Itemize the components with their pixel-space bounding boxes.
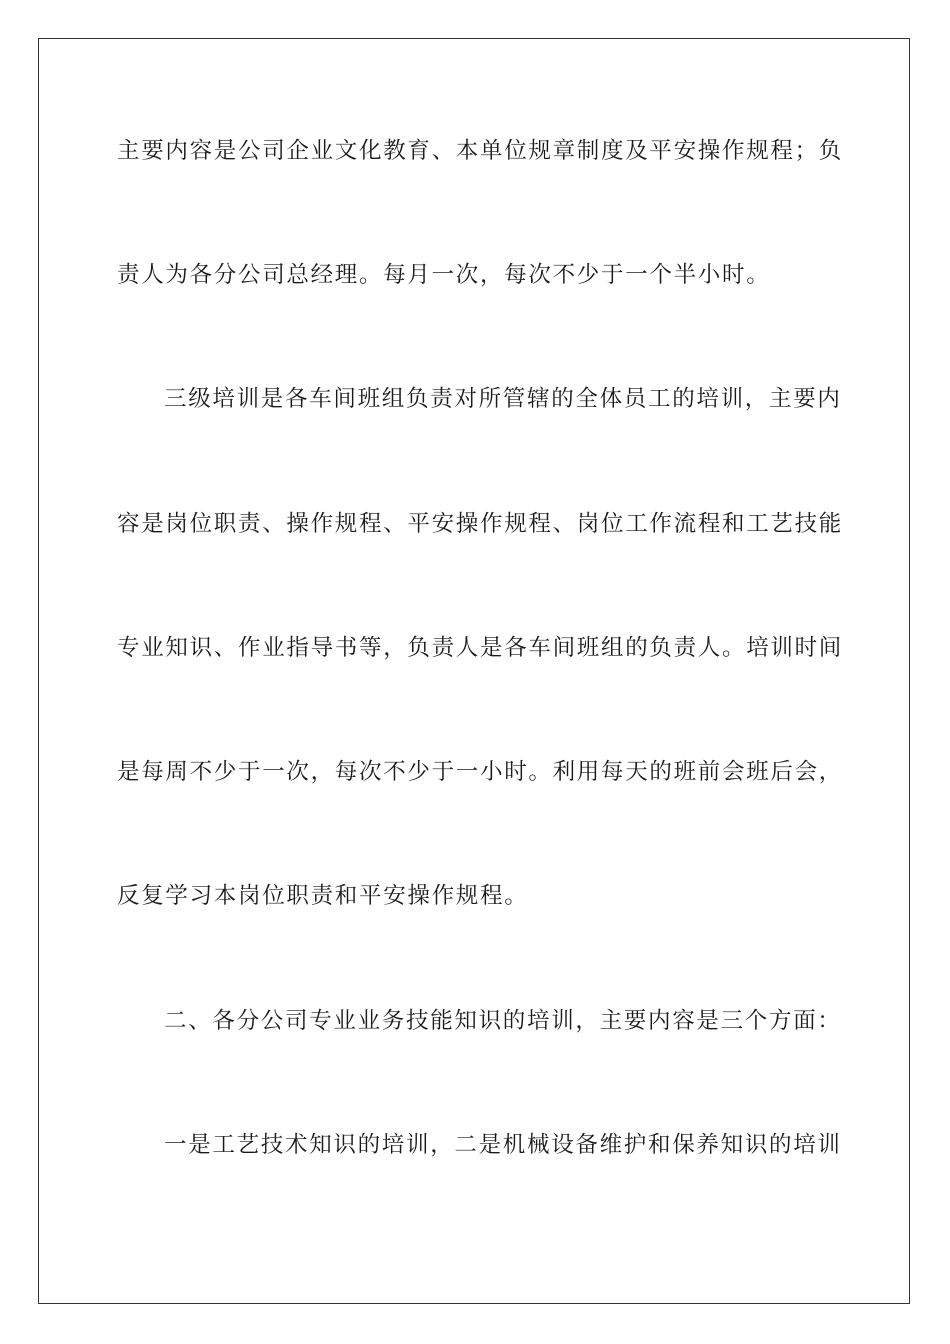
paragraph-line: 容是岗位职责、操作规程、平安操作规程、岗位工作流程和工艺技能 [117, 511, 844, 537]
paragraph-line: 主要内容是公司企业文化教育、本单位规章制度及平安操作规程；负 [117, 138, 844, 164]
paragraph-line: 专业知识、作业指导书等，负责人是各车间班组的负责人。培训时间 [117, 635, 844, 661]
paragraph-line: 三级培训是各车间班组负责对所管辖的全体员工的培训，主要内 [164, 386, 842, 412]
paragraph-line: 责人为各分公司总经理。每月一次，每次不少于一个半小时。 [117, 262, 771, 288]
paragraph-line: 是每周不少于一次，每次不少于一小时。利用每天的班前会班后会， [117, 759, 844, 785]
paragraph-line: 二、各分公司专业业务技能知识的培训，主要内容是三个方面： [164, 1008, 842, 1034]
page-border [38, 38, 910, 1304]
paragraph-line: 反复学习本岗位职责和平安操作规程。 [117, 883, 529, 909]
paragraph-line: 一是工艺技术知识的培训，二是机械设备维护和保养知识的培训 [164, 1132, 842, 1158]
